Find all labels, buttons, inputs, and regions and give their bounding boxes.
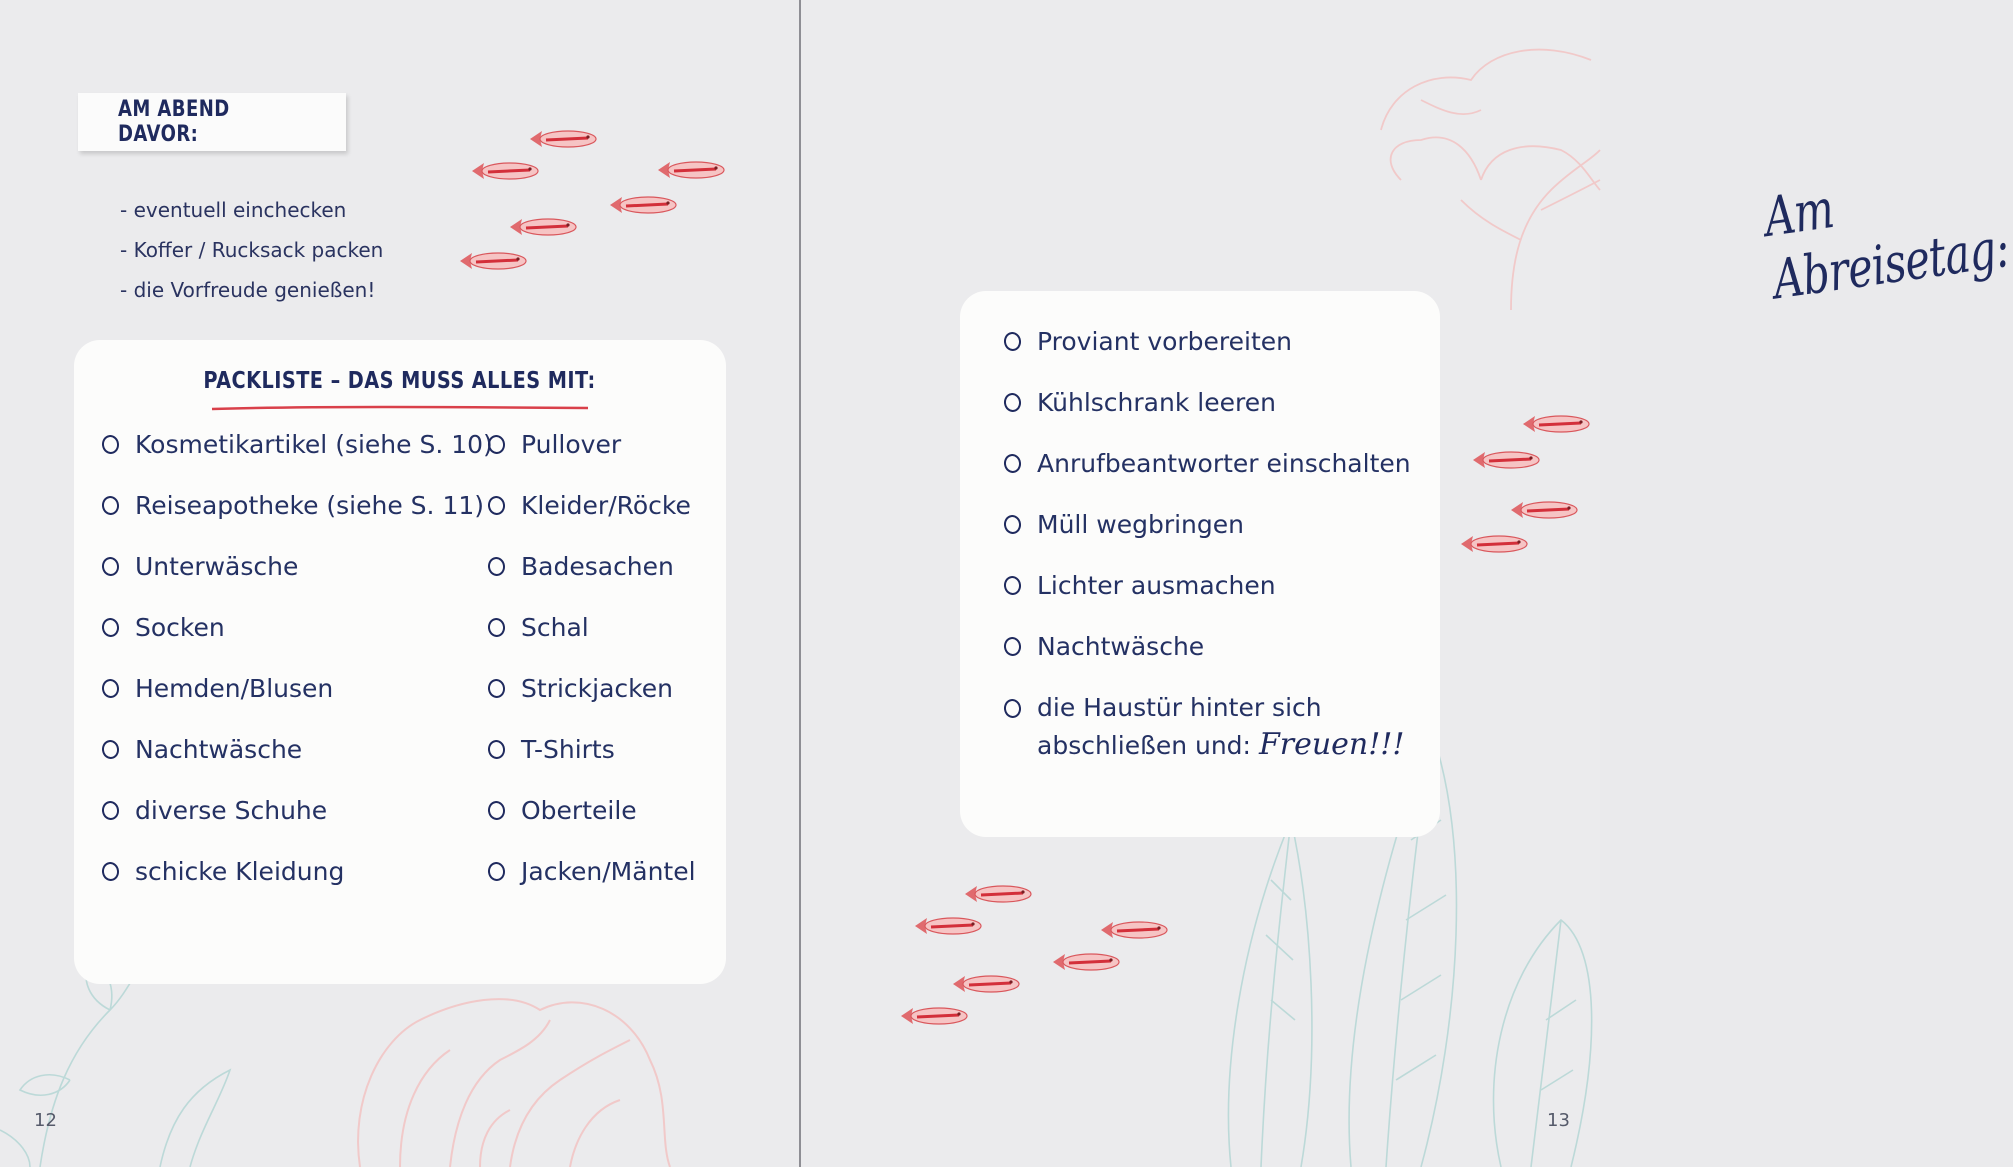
checklist-item[interactable]: Pullover [488,430,621,459]
checkbox-icon[interactable] [1003,636,1022,657]
checkbox-icon[interactable] [1003,514,1022,535]
checkbox-icon[interactable] [101,678,120,699]
checkbox-icon[interactable] [487,861,506,882]
checkbox-icon[interactable] [101,739,120,760]
checklist-item[interactable]: Kleider/Röcke [488,491,691,520]
checkbox-icon[interactable] [487,495,506,516]
checkbox-icon[interactable] [101,800,120,821]
checklist-item[interactable]: Oberteile [488,796,637,825]
list-item: - eventuell einchecken [120,198,347,222]
checkbox-icon[interactable] [1003,331,1022,352]
checkbox-icon[interactable] [487,678,506,699]
checkbox-icon[interactable] [1003,575,1022,596]
fish-school-illustration [901,880,1191,1040]
checkbox-icon[interactable] [1003,392,1022,413]
checklist-item[interactable]: Müll wegbringen [1004,510,1244,539]
checklist-item[interactable]: Kosmetikartikel (siehe S. 10) [102,430,493,459]
left-page [0,0,799,1167]
checkbox-icon[interactable] [487,434,506,455]
title-underline [210,404,590,412]
checklist-item[interactable]: Jacken/Mäntel [488,857,696,886]
evening-task-list [120,190,383,310]
checklist-item[interactable]: T-Shirts [488,735,615,764]
checkbox-icon[interactable] [101,434,120,455]
checklist-item[interactable]: Reiseapotheke (siehe S. 11) [102,491,484,520]
evening-label: AM ABEND DAVOR: [118,97,230,147]
coral-illustration [340,980,680,1167]
checkbox-icon[interactable] [101,495,120,516]
checklist-item[interactable]: Kühlschrank leeren [1004,388,1276,417]
checklist-item[interactable]: Socken [102,613,225,642]
checkbox-icon[interactable] [1003,698,1022,719]
highlight-text: Freuen!!! [1258,727,1405,762]
checklist-item[interactable]: Badesachen [488,552,674,581]
checkbox-icon[interactable] [101,861,120,882]
packing-list-title: PACKLISTE – DAS MUSS ALLES MIT: [203,368,597,394]
evening-label-card [78,93,346,151]
page-number-right: 13 [1547,1110,1570,1131]
packing-list-card [74,340,726,984]
checklist-item[interactable]: Strickjacken [488,674,673,703]
checklist-item[interactable]: Anrufbeantworter einschalten [1004,449,1411,478]
checkbox-icon[interactable] [487,739,506,760]
departure-checklist-card [960,291,1440,837]
task-line: die Haustür hinter sich [1037,693,1322,722]
task-line: abschließen und: [1037,731,1251,760]
checklist-item[interactable]: diverse Schuhe [102,796,327,825]
checklist-item[interactable]: Proviant vorbereiten [1004,327,1292,356]
checklist-item[interactable]: Schal [488,613,589,642]
checkbox-icon[interactable] [487,800,506,821]
checklist-item[interactable]: Hemden/Blusen [102,674,333,703]
coral-illustration [1361,40,1600,320]
page-number-left: 12 [34,1110,57,1131]
checkbox-icon[interactable] [1003,453,1022,474]
list-item: - die Vorfreude genießen! [120,278,376,302]
checklist-item[interactable]: Nachtwäsche [102,735,302,764]
checkbox-icon[interactable] [101,556,120,577]
checklist-item[interactable]: Unterwäsche [102,552,298,581]
checkbox-icon[interactable] [487,617,506,638]
fish-school-illustration [460,125,750,285]
checkbox-icon[interactable] [487,556,506,577]
list-item: - Koffer / Rucksack packen [120,238,384,262]
checklist-item[interactable]: Nachtwäsche [1004,632,1204,661]
fish-school-illustration [1461,410,1600,580]
checklist-item[interactable]: schicke Kleidung [102,857,344,886]
checkbox-icon[interactable] [101,617,120,638]
checklist-item[interactable]: Lichter ausmachen [1004,571,1276,600]
page-title: Am Abreisetag: [1760,177,2013,312]
right-page [801,0,2013,1167]
checklist-item[interactable] [1004,689,1404,764]
